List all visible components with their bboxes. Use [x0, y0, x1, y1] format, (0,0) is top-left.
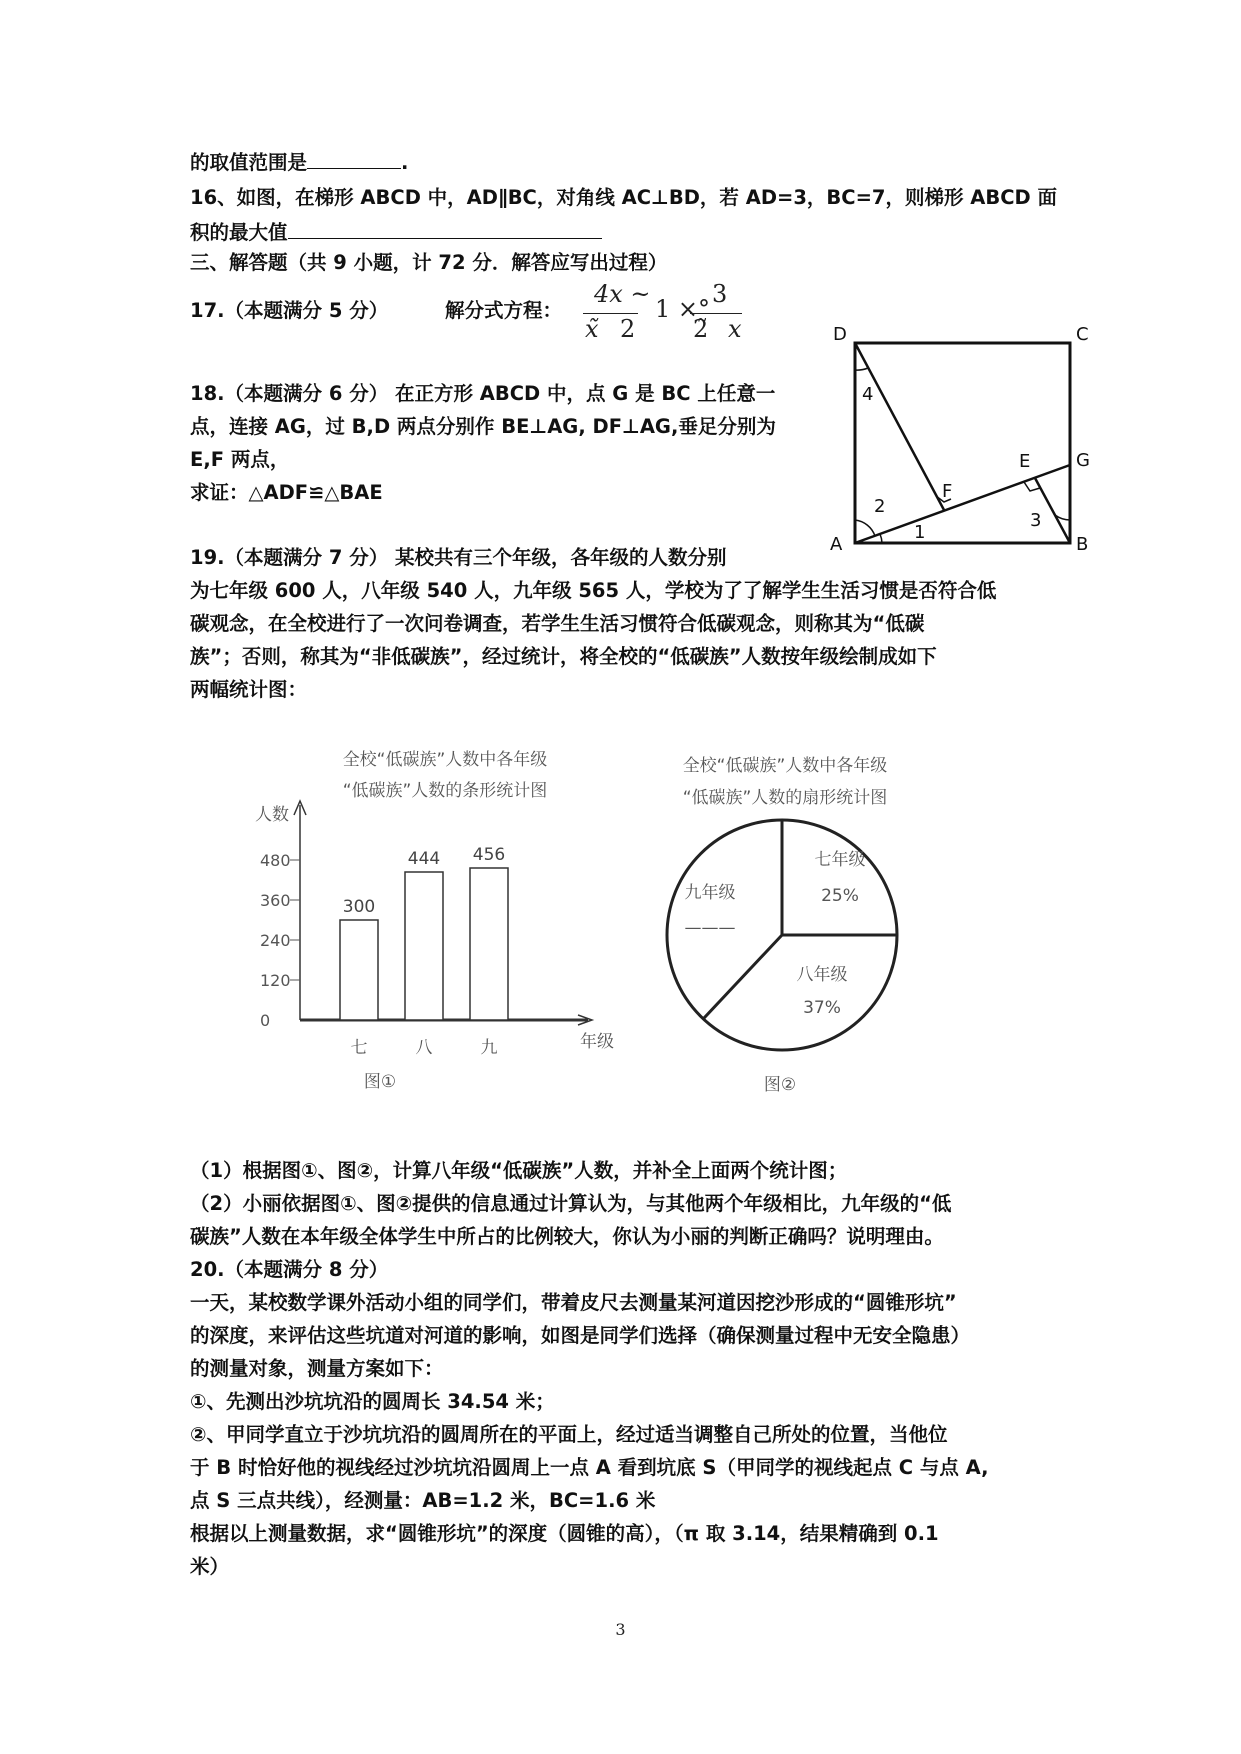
q18-line-2: 点，连接 AG，过 B,D 两点分别作 BE⊥AG, DF⊥AG,垂足分别为	[190, 415, 776, 438]
formula-right-numerator: 3	[712, 280, 728, 308]
q18-line-1: 18.（本题满分 6 分） 在正方形 ABCD 中，点 G 是 BC 上任意一	[190, 382, 776, 405]
bar-chart-title-1: 全校“低碳族”人数中各年级	[342, 750, 548, 770]
bar-value-label: 456	[472, 845, 506, 865]
q15-tail-text: 的取值范围是	[190, 151, 308, 174]
q19-sub-1: （1）根据图①、图②，计算八年级“低碳族”人数，并补全上面两个统计图；	[190, 1159, 848, 1182]
bar-chart-ylabel: 人数	[255, 805, 289, 825]
y-tick-label: 0	[260, 1011, 271, 1030]
label-e: E	[1019, 451, 1031, 472]
q20-line-6: 于 B 时恰好他的视线经过沙坑坑沿圆周上一点 A 看到坑底 S（甲同学的视线起点 C 与点 A,	[190, 1456, 989, 1479]
angle-label-3: 3	[1030, 510, 1042, 531]
y-tick-label: 240	[260, 931, 291, 950]
angle-label-2: 2	[874, 496, 886, 517]
y-tick-label: 120	[260, 971, 291, 990]
x-category-label: 八	[415, 1038, 433, 1058]
pie-divider	[703, 935, 782, 1019]
segment-df	[855, 343, 944, 510]
q17-task: 解分式方程：	[445, 299, 563, 322]
angle-arc-2	[855, 520, 875, 536]
q20-line-2: 的深度，来评估这些坑道对河道的影响，如图是同学们选择（确保测量过程中无安全隐患）	[190, 1324, 971, 1347]
pie-chart-caption: 图②	[763, 1075, 797, 1095]
q16-text-2: 积的最大值	[190, 221, 288, 244]
formula-right-den-b: x	[728, 315, 742, 343]
q20-line-5: ②、甲同学直立于沙坑坑沿的圆周所在的平面上，经过适当调整自己所处的位置，当他位	[190, 1423, 948, 1446]
q20-line-8: 根据以上测量数据，求“圆锥形坑”的深度（圆锥的高），（π 取 3.14，结果精确到 0.1	[190, 1522, 939, 1545]
q20-line-7: 点 S 三点共线），经测量：AB=1.2 米，BC=1.6 米	[190, 1489, 656, 1512]
q16-line-1: 16、如图，在梯形 ABCD 中，AD∥BC，对角线 AC⊥BD，若 AD=3，BC=7，则梯形 ABCD 面	[190, 186, 1058, 209]
pie-slice-percent: 25%	[821, 886, 859, 906]
pie-slice-label: 九年级	[684, 883, 736, 903]
square-abcd-figure	[820, 318, 1100, 558]
pie-slice-percent: ———	[684, 918, 736, 938]
formula-left-fraction-bar	[583, 313, 638, 314]
q17-heading: 17.（本题满分 5 分）	[190, 299, 389, 322]
q18-line-4: 求证：△ADF≌△BAE	[190, 481, 383, 504]
formula-left-numerator: 4x ~	[594, 280, 651, 308]
q19-line-3: 碳观念，在全校进行了一次问卷调查，若学生生活习惯符合低碳观念，则称其为“低碳	[190, 612, 925, 635]
formula-right-fraction-bar	[690, 313, 742, 314]
q19-line-5: 两幅统计图：	[190, 678, 308, 701]
pie-chart	[640, 735, 940, 1105]
q20-line-4: ①、先测出沙坑坑沿的圆周长 34.54 米；	[190, 1390, 555, 1413]
y-tick-label: 360	[260, 891, 291, 910]
q19-line-1: 19.（本题满分 7 分） 某校共有三个年级，各年级的人数分别	[190, 546, 727, 569]
x-category-label: 九	[480, 1038, 498, 1058]
answer-blank-15[interactable]	[307, 148, 401, 169]
q20-line-1: 一天，某校数学课外活动小组的同学们，带着皮尺去测量某河道因挖沙形成的“圆锥形坑”	[190, 1291, 957, 1314]
q15-tail-line	[190, 148, 408, 176]
label-b: B	[1076, 534, 1089, 555]
angle-arc-4	[855, 368, 868, 370]
formula-right-den-a: 2̃	[693, 315, 709, 343]
formula-middle: 1 ×°	[655, 295, 711, 323]
pie-chart-title-1: 全校“低碳族”人数中各年级	[682, 756, 888, 776]
q18-line-3: E,F 两点，	[190, 448, 290, 471]
q20-heading: 20.（本题满分 8 分）	[190, 1258, 389, 1281]
formula-left-den-b: 2	[620, 315, 636, 343]
x-category-label: 七	[350, 1038, 368, 1058]
bar-1	[340, 920, 378, 1020]
bar-chart-xlabel: 年级	[580, 1032, 614, 1052]
bar-value-label: 444	[407, 849, 441, 869]
formula-left-den-a: x̃	[585, 315, 599, 343]
bar-3	[470, 868, 508, 1020]
bar-2	[405, 872, 443, 1020]
q19-sub-2a: （2）小丽依据图①、图②提供的信息通过计算认为，与其他两个年级相比，九年级的“低	[190, 1192, 952, 1215]
bar-chart-caption: 图①	[363, 1072, 397, 1092]
bar-chart-title-2: “低碳族”人数的条形统计图	[342, 781, 548, 801]
label-f: F	[942, 481, 953, 502]
q19-line-4: 族”；否则，称其为“非低碳族”，经过统计，将全校的“低碳族”人数按年级绘制成如下	[190, 645, 937, 668]
bar-chart	[230, 735, 630, 1105]
bar-value-label: 300	[342, 897, 376, 917]
pie-chart-title-2: “低碳族”人数的扇形统计图	[682, 788, 888, 808]
label-a: A	[830, 534, 843, 555]
section-3-heading: 三、解答题（共 9 小题，计 72 分．解答应写出过程）	[190, 251, 668, 274]
q19-line-2: 为七年级 600 人，八年级 540 人，九年级 565 人，学校为了了解学生生活习惯是否符合低	[190, 579, 997, 602]
angle-label-4: 4	[862, 384, 874, 405]
label-c: C	[1076, 324, 1089, 345]
answer-blank-16[interactable]	[288, 218, 602, 239]
label-d: D	[833, 324, 847, 345]
q16-line-2	[190, 218, 602, 246]
q19-sub-2b: 碳族”人数在本年级全体学生中所占的比例较大，你认为小丽的判断正确吗？说明理由。	[190, 1225, 944, 1248]
angle-label-1: 1	[914, 522, 926, 543]
period: .	[401, 151, 409, 174]
pie-slice-label: 七年级	[814, 850, 866, 870]
pie-slice-label: 八年级	[796, 965, 848, 985]
label-g: G	[1076, 450, 1090, 471]
page-number: 3	[615, 1620, 626, 1639]
pie-slice-percent: 37%	[803, 998, 841, 1018]
q20-line-9: 米）	[190, 1555, 230, 1578]
q20-line-3: 的测量对象，测量方案如下：	[190, 1357, 444, 1380]
segment-ag	[855, 465, 1070, 543]
y-tick-label: 480	[260, 851, 291, 870]
